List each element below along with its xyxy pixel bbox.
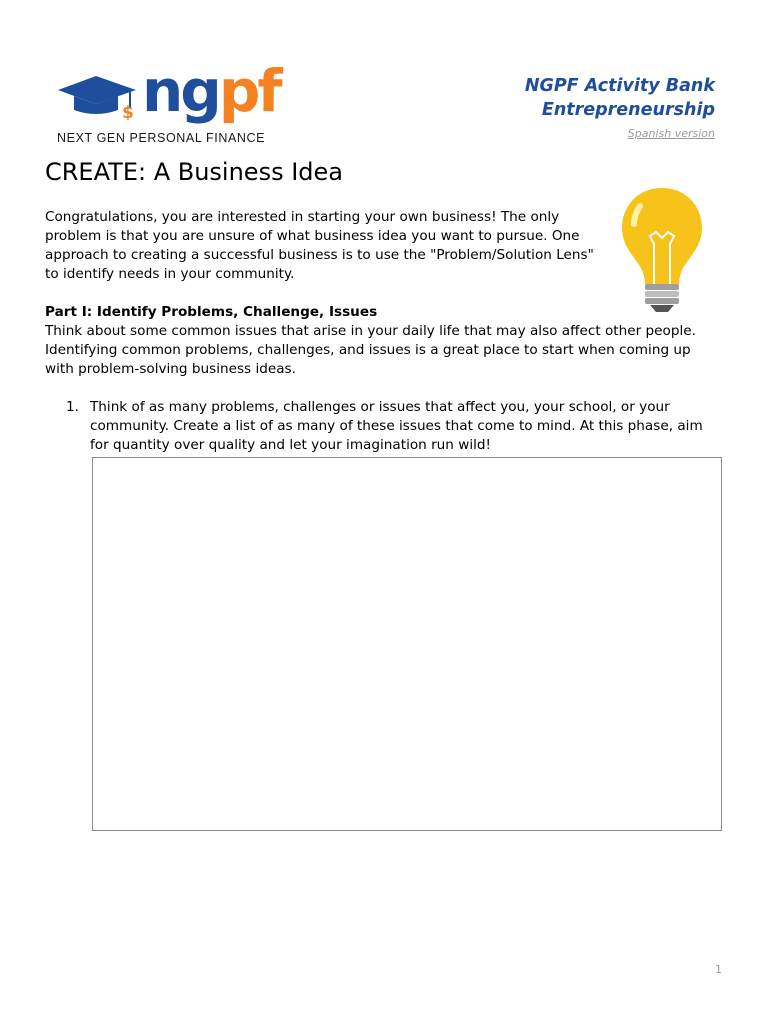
logo-tagline: NEXT GEN PERSONAL FINANCE: [57, 131, 266, 145]
graduation-cap-dollar-icon: [56, 72, 140, 120]
logo-wordmark: [142, 57, 280, 125]
header-unit: Entrepreneurship: [541, 100, 715, 120]
ngpf-logo: [56, 57, 280, 148]
spanish-version-link[interactable]: Spanish version: [627, 127, 715, 140]
activity-bank-header: [525, 74, 715, 141]
logo-wordmark-pf: pf: [218, 57, 280, 125]
part1-section: [45, 303, 700, 379]
question-1-text: Think of as many problems, challenges or issues that affect you, your school, or your community. Create a list of as many of these issues that come to mind. At this phase, aim for quantity over quality and let your imagination run wild!: [90, 399, 703, 453]
question-1-number: 1.: [66, 399, 79, 415]
question-1-answer-box[interactable]: [92, 457, 722, 831]
page-title: CREATE: A Business Idea: [45, 158, 343, 186]
logo-wordmark-ng: ng: [142, 57, 219, 125]
svg-text:$: $: [122, 103, 134, 120]
intro-paragraph: Congratulations, you are interested in starting your own business! The only problem is that you are unsure of what business idea you want to pursue. One approach to creating a successful business is to use the "Problem/Solution Lens" to identify needs in your community.: [45, 209, 594, 282]
lightbulb-icon: [614, 184, 710, 316]
header-activity-bank: NGPF Activity Bank: [524, 76, 715, 96]
part1-heading: Part I: Identify Problems, Challenge, Issues: [45, 304, 378, 320]
page-number: 1: [715, 963, 722, 976]
part1-body: Think about some common issues that arise in your daily life that may also affect other people. Identifying common problems, challenges, and issues is a great place to start when coming up with problem-solving business ideas.: [45, 323, 696, 377]
